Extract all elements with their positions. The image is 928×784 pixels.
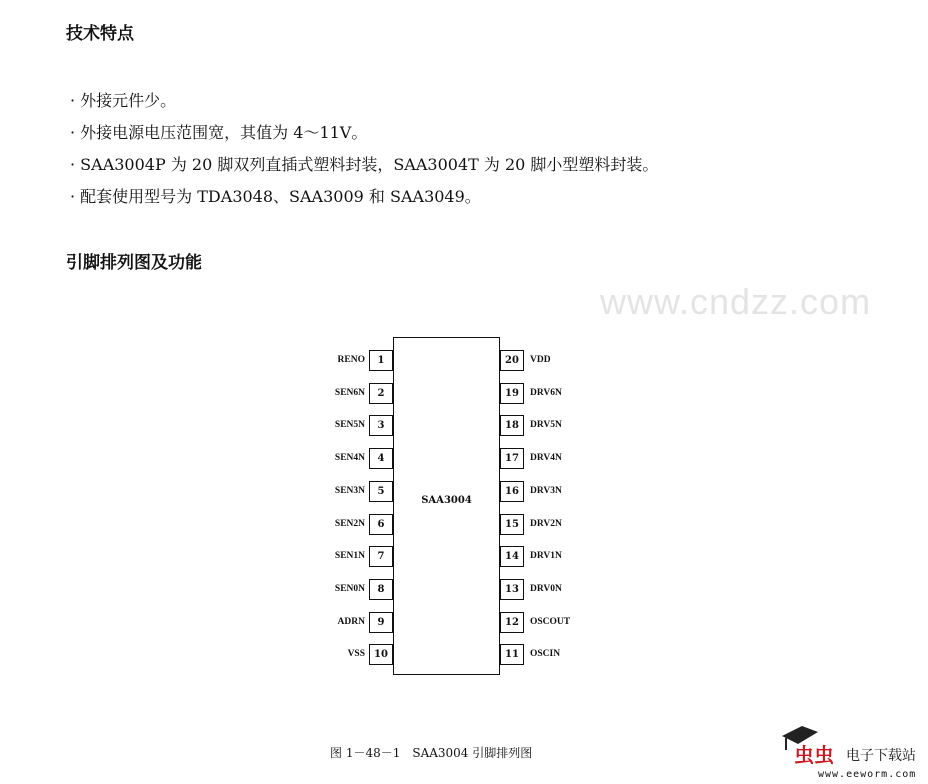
bullet: · 配套使用型号为 TDA3048、SAA3009 和 SAA3049。: [70, 187, 481, 206]
pin-number-box: 14: [500, 546, 524, 567]
chip-name: SAA3004: [421, 495, 472, 506]
pin-label: SEN3N: [334, 485, 365, 496]
pin-number-box: 7: [369, 546, 393, 567]
pin-number-box: 11: [500, 644, 524, 665]
bullet: · 外接电源电压范围宽，其值为 4～11V。: [70, 123, 368, 142]
figure-caption: 图 1－48－1 SAA3004 引脚排列图: [330, 746, 533, 760]
bullet: · SAA3004P 为 20 脚双列直插式塑料封装，SAA3004T 为 20 脚小型塑料封装。: [70, 155, 659, 174]
pin-label: DRV3N: [530, 485, 562, 496]
pin-number-box: 19: [500, 383, 524, 404]
logo-brand: 虫虫: [794, 743, 834, 767]
pin-label: SEN1N: [334, 551, 365, 562]
pin-label: OSCIN: [530, 649, 561, 660]
pin-number-box: 3: [369, 415, 393, 436]
pin-number-box: 10: [369, 644, 393, 665]
pin-label: DRV4N: [530, 453, 562, 464]
logo-url: www.eeworm.com: [818, 769, 917, 780]
pin-number-box: 1: [369, 350, 393, 371]
section-title-features: 技术特点: [66, 24, 134, 44]
pin-number-box: 5: [369, 481, 393, 502]
pin-number-box: 2: [369, 383, 393, 404]
pin-number-box: 15: [500, 514, 524, 535]
pin-label: OSCOUT: [530, 616, 571, 627]
section-title-pinout: 引脚排列图及功能: [66, 253, 202, 273]
site-logo: [776, 722, 928, 784]
pin-label: DRV6N: [530, 387, 562, 398]
pin-number-box: 13: [500, 579, 524, 600]
pin-label: SEN0N: [334, 583, 365, 594]
pin-label: DRV0N: [530, 583, 562, 594]
pin-label: SEN6N: [334, 387, 365, 398]
pin-number-box: 12: [500, 612, 524, 633]
pin-number-box: 6: [369, 514, 393, 535]
logo-name: 电子下载站: [846, 748, 916, 764]
pin-label: SEN5N: [334, 420, 365, 431]
pin-label: SEN4N: [334, 453, 365, 464]
pin-number-box: 16: [500, 481, 524, 502]
pin-number-box: 8: [369, 579, 393, 600]
pin-label: DRV1N: [530, 551, 562, 562]
pin-label: DRV2N: [530, 518, 562, 529]
pin-label: SEN2N: [334, 518, 365, 529]
pin-label: DRV5N: [530, 420, 562, 431]
pin-label: ADRN: [337, 616, 365, 627]
pin-number-box: 18: [500, 415, 524, 436]
bullet: · 外接元件少。: [70, 91, 177, 110]
pin-number-box: 17: [500, 448, 524, 469]
pin-number-box: 20: [500, 350, 524, 371]
pin-number-box: 4: [369, 448, 393, 469]
pin-label: VSS: [347, 649, 365, 660]
pin-number-box: 9: [369, 612, 393, 633]
watermark: www.cndzz.com: [600, 281, 872, 322]
pin-label: VDD: [530, 355, 551, 365]
pin-label: RENO: [337, 355, 365, 365]
